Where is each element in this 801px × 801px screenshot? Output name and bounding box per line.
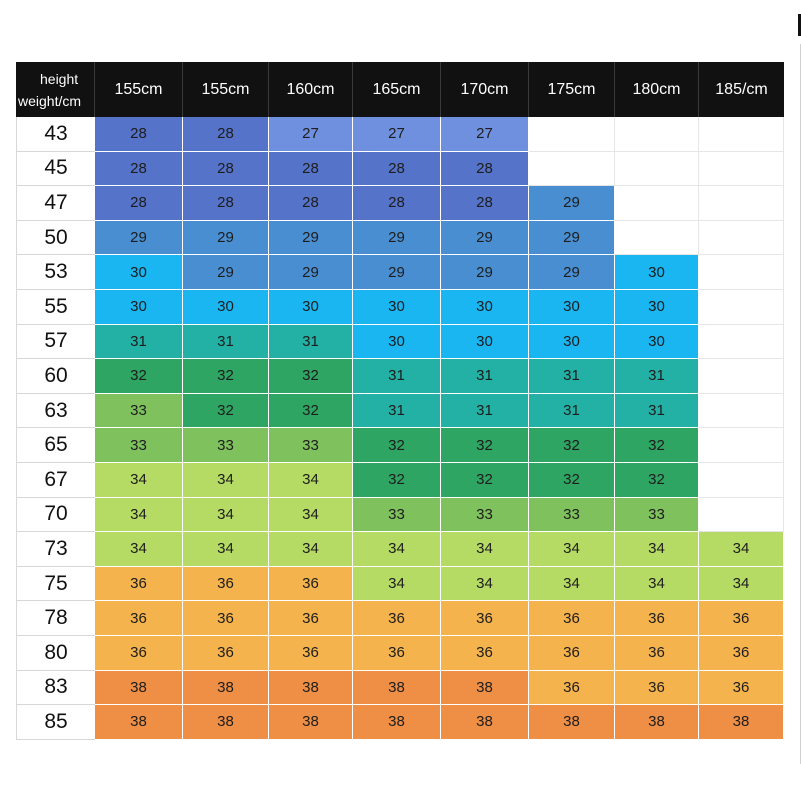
size-cell: 36	[269, 567, 353, 602]
size-cell: 32	[353, 463, 441, 498]
weight-cell: 43	[16, 117, 95, 152]
size-cell: 31	[441, 359, 529, 394]
size-cell: 32	[269, 359, 353, 394]
empty-cell	[615, 186, 699, 221]
size-cell: 38	[95, 671, 183, 706]
size-cell: 36	[441, 636, 529, 671]
weight-cell: 63	[16, 394, 95, 429]
size-cell: 36	[529, 671, 615, 706]
empty-cell	[699, 428, 784, 463]
size-cell: 33	[529, 498, 615, 533]
weight-cell: 80	[16, 636, 95, 671]
size-chart-table	[16, 62, 784, 740]
size-cell: 30	[615, 325, 699, 360]
height-header: 160cm	[269, 62, 353, 117]
table-row	[16, 567, 784, 602]
size-cell: 30	[183, 290, 269, 325]
table-row	[16, 186, 784, 221]
empty-cell	[699, 394, 784, 429]
size-cell: 30	[269, 290, 353, 325]
table-row	[16, 532, 784, 567]
size-cell: 34	[529, 532, 615, 567]
size-cell: 33	[353, 498, 441, 533]
size-cell: 36	[269, 636, 353, 671]
size-cell: 28	[95, 152, 183, 187]
height-header: 170cm	[441, 62, 529, 117]
size-cell: 31	[269, 325, 353, 360]
size-cell: 31	[183, 325, 269, 360]
size-cell: 36	[615, 671, 699, 706]
size-cell: 36	[95, 567, 183, 602]
table-row	[16, 325, 784, 360]
empty-cell	[699, 117, 784, 152]
size-cell: 29	[183, 221, 269, 256]
size-cell: 29	[529, 255, 615, 290]
table-row	[16, 221, 784, 256]
size-cell: 34	[95, 532, 183, 567]
size-cell: 28	[269, 152, 353, 187]
table-row	[16, 636, 784, 671]
weight-cell: 57	[16, 325, 95, 360]
size-cell: 38	[183, 671, 269, 706]
empty-cell	[699, 255, 784, 290]
empty-cell	[699, 325, 784, 360]
size-cell: 32	[183, 359, 269, 394]
table-row	[16, 498, 784, 533]
size-cell: 27	[353, 117, 441, 152]
empty-cell	[699, 152, 784, 187]
weight-cell: 70	[16, 498, 95, 533]
size-cell: 34	[615, 567, 699, 602]
size-cell: 34	[441, 532, 529, 567]
size-cell: 38	[269, 671, 353, 706]
size-cell: 34	[183, 498, 269, 533]
size-cell: 36	[699, 636, 784, 671]
size-cell: 34	[529, 567, 615, 602]
size-cell: 28	[353, 152, 441, 187]
weight-cell: 53	[16, 255, 95, 290]
size-cell: 34	[615, 532, 699, 567]
size-cell: 30	[441, 325, 529, 360]
header-row	[16, 62, 784, 117]
size-cell: 29	[353, 221, 441, 256]
size-cell: 38	[699, 705, 784, 740]
weight-cell: 65	[16, 428, 95, 463]
size-cell: 38	[353, 671, 441, 706]
size-cell: 30	[529, 290, 615, 325]
table-row	[16, 255, 784, 290]
size-cell: 28	[95, 117, 183, 152]
empty-cell	[529, 117, 615, 152]
size-cell: 36	[269, 601, 353, 636]
size-cell: 38	[529, 705, 615, 740]
size-cell: 36	[615, 636, 699, 671]
size-cell: 34	[269, 463, 353, 498]
size-cell: 30	[615, 290, 699, 325]
size-cell: 29	[441, 221, 529, 256]
weight-cell: 75	[16, 567, 95, 602]
size-cell: 28	[269, 186, 353, 221]
height-label: height	[40, 70, 79, 87]
size-cell: 29	[353, 255, 441, 290]
size-cell: 28	[353, 186, 441, 221]
table-row	[16, 601, 784, 636]
size-cell: 34	[441, 567, 529, 602]
size-cell: 33	[269, 428, 353, 463]
weight-cell: 60	[16, 359, 95, 394]
size-cell: 36	[353, 601, 441, 636]
height-header: 165cm	[353, 62, 441, 117]
weight-cell: 55	[16, 290, 95, 325]
size-cell: 34	[353, 567, 441, 602]
size-cell: 32	[615, 428, 699, 463]
size-cell: 31	[353, 359, 441, 394]
size-cell: 29	[95, 221, 183, 256]
table-row	[16, 290, 784, 325]
size-cell: 38	[441, 705, 529, 740]
size-cell: 29	[183, 255, 269, 290]
size-cell: 28	[183, 186, 269, 221]
empty-cell	[699, 498, 784, 533]
size-cell: 29	[269, 255, 353, 290]
size-cell: 32	[529, 463, 615, 498]
size-cell: 29	[529, 221, 615, 256]
size-cell: 29	[269, 221, 353, 256]
empty-cell	[699, 290, 784, 325]
table-body	[16, 117, 784, 740]
size-cell: 32	[95, 359, 183, 394]
size-cell: 30	[353, 325, 441, 360]
size-cell: 34	[699, 567, 784, 602]
weight-cell: 73	[16, 532, 95, 567]
size-cell: 28	[441, 152, 529, 187]
table-row	[16, 394, 784, 429]
size-cell: 33	[441, 498, 529, 533]
size-cell: 29	[529, 186, 615, 221]
size-cell: 29	[441, 255, 529, 290]
size-cell: 36	[95, 601, 183, 636]
size-cell: 31	[529, 394, 615, 429]
table-row	[16, 359, 784, 394]
size-cell: 36	[699, 671, 784, 706]
size-cell: 36	[699, 601, 784, 636]
size-cell: 32	[183, 394, 269, 429]
size-cell: 38	[95, 705, 183, 740]
size-cell: 34	[183, 532, 269, 567]
weight-cell: 85	[16, 705, 95, 740]
weight-cell: 45	[16, 152, 95, 187]
size-cell: 32	[615, 463, 699, 498]
size-cell: 38	[269, 705, 353, 740]
size-cell: 33	[95, 428, 183, 463]
size-cell: 30	[441, 290, 529, 325]
table-row	[16, 117, 784, 152]
size-cell: 28	[183, 117, 269, 152]
size-cell: 34	[95, 463, 183, 498]
size-cell: 36	[183, 636, 269, 671]
size-cell: 34	[183, 463, 269, 498]
height-header: 155cm	[95, 62, 183, 117]
weight-cell: 50	[16, 221, 95, 256]
size-cell: 30	[353, 290, 441, 325]
height-header: 175cm	[529, 62, 615, 117]
size-cell: 31	[529, 359, 615, 394]
size-cell: 36	[95, 636, 183, 671]
table-row	[16, 428, 784, 463]
size-cell: 32	[441, 463, 529, 498]
size-cell: 32	[441, 428, 529, 463]
size-cell: 31	[615, 359, 699, 394]
size-cell: 36	[441, 601, 529, 636]
size-cell: 28	[183, 152, 269, 187]
size-cell: 38	[615, 705, 699, 740]
size-cell: 27	[441, 117, 529, 152]
empty-cell	[699, 186, 784, 221]
empty-cell	[699, 359, 784, 394]
size-cell: 32	[353, 428, 441, 463]
size-cell: 33	[615, 498, 699, 533]
size-cell: 30	[615, 255, 699, 290]
size-cell: 34	[353, 532, 441, 567]
size-cell: 31	[615, 394, 699, 429]
size-cell: 31	[353, 394, 441, 429]
size-cell: 36	[529, 601, 615, 636]
size-cell: 38	[353, 705, 441, 740]
empty-cell	[699, 463, 784, 498]
size-cell: 34	[269, 498, 353, 533]
empty-cell	[615, 117, 699, 152]
height-header: 155cm	[183, 62, 269, 117]
empty-cell	[699, 221, 784, 256]
empty-cell	[529, 152, 615, 187]
size-cell: 27	[269, 117, 353, 152]
weight-label: weight/cm	[18, 92, 82, 109]
weight-cell: 67	[16, 463, 95, 498]
size-cell: 36	[529, 636, 615, 671]
size-cell: 31	[441, 394, 529, 429]
size-cell: 31	[95, 325, 183, 360]
size-cell: 38	[441, 671, 529, 706]
size-cell: 30	[95, 290, 183, 325]
corner-header	[16, 62, 95, 117]
size-cell: 30	[95, 255, 183, 290]
size-cell: 33	[183, 428, 269, 463]
height-header: 180cm	[615, 62, 699, 117]
height-header: 185/cm	[699, 62, 784, 117]
empty-cell	[615, 152, 699, 187]
table-row	[16, 152, 784, 187]
size-cell: 28	[441, 186, 529, 221]
table-row	[16, 671, 784, 706]
size-cell: 36	[183, 601, 269, 636]
size-cell: 38	[183, 705, 269, 740]
size-cell: 30	[529, 325, 615, 360]
weight-cell: 47	[16, 186, 95, 221]
size-cell: 28	[95, 186, 183, 221]
size-cell: 34	[269, 532, 353, 567]
weight-cell: 78	[16, 601, 95, 636]
size-cell: 33	[95, 394, 183, 429]
size-cell: 36	[353, 636, 441, 671]
size-cell: 32	[269, 394, 353, 429]
size-cell: 34	[95, 498, 183, 533]
table-row	[16, 705, 784, 740]
size-cell: 32	[529, 428, 615, 463]
size-cell: 36	[615, 601, 699, 636]
empty-cell	[615, 221, 699, 256]
weight-cell: 83	[16, 671, 95, 706]
size-cell: 34	[699, 532, 784, 567]
size-cell: 36	[183, 567, 269, 602]
table-row	[16, 463, 784, 498]
